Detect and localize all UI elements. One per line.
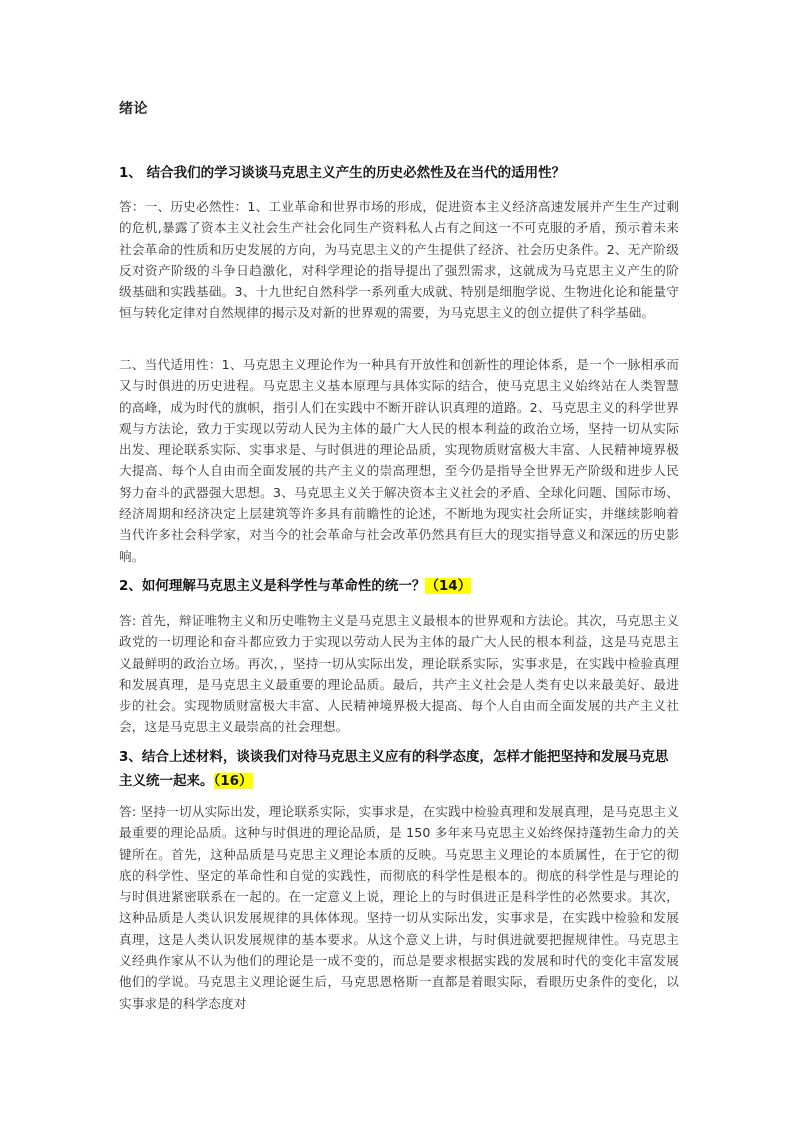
question-3-text: 3、结合上述材料，谈谈我们对待马克思主义应有的科学态度，怎样才能把坚持和发展马克思主义统一起来。 (119, 749, 669, 789)
question-3-score: （16） (213, 773, 253, 789)
question-2 (119, 574, 679, 598)
answer-2: 答: 首先，辩证唯物主义和历史唯物主义是马克思主义最根本的世界观和方法论。其次，马克思主义政党的一切理论和奋斗都应致力于实现以劳动人民为主体的最广大人民的根本利益，这是马克思主义最鲜明的政治立场。再次，，坚持一切从实际出发，理论联系实际，实事求是，在实践中检验真理和发展真理，是马克思主义最重要的理论品质。最后，共产主义社会是人类有史以来最美好、最进步的社会。实现物质财富极大丰富、人民精神境界极大提高、每个人自由而全面发展的共产主义社会，这是马克思主义最崇高的社会理想。 (119, 613, 679, 735)
question-2-score: （14） (425, 578, 472, 594)
question-2-text: 2、如何理解马克思主义是科学性与革命性的统一？ (119, 578, 426, 594)
answer-3: 答: 坚持一切从实际出发，理论联系实际，实事求是，在实践中检验真理和发展真理，是马克思主义最重要的理论品质。这种与时俱进的理论品质，是 150 多年来马克思主义始终保持蓬勃生命力的关键所在。首先，这种品质是马克思主义理论本质的反映。马克思主义理论的本质属性，在于它的彻底的科学性、坚定的革命性和自觉的实践性，而彻底的科学性是根本的。彻底的科学性是与理论的与时俱进紧密联系在一起的。在一定意义上说，理论上的与时俱进正是科学性的必然要求。其次，这种品质是人类认识发展规律的具体体现。坚持一切从实际出发，实事求是，在实践中检验和发展真理，这是人类认识发展规律的基本要求。从这个意义上讲，与时俱进就要把握规律性。马克思主义经典作家从不认为他们的理论是一成不变的，而总是要求根据实践的发展和时代的变化丰富发展他们的学说。马克思主义理论诞生后，马克思恩格斯一直都是着眼实际，看眼历史条件的变化，以实事求是的科学态度对 (119, 804, 679, 1011)
question-1: 1、 结合我们的学习谈谈马克思主义产生的历史必然性及在当代的适用性？ (119, 165, 566, 181)
answer-1-part-1: 答：一、历史必然性：1、工业革命和世界市场的形成，促进资本主义经济高速发展并产生生产过剩的危机,暴露了资本主义社会生产社会化同生产资料私人占有之间这一不可克服的矛盾，预示着未来社会革命的性质和历史发展的方向，为马克思主义的产生提供了经济、社会历史条件。2、无产阶级反对资产阶级的斗争日趋激化，对科学理论的指导提出了强烈需求，这就成为马克思主义产生的阶级基础和实践基础。3、十九世纪自然科学一系列重大成就、特别是细胞学说、生物进化论和能量守恒与转化定律对自然规律的揭示及对新的世界观的需要，为马克思主义的创立提供了科学基础。 (119, 199, 679, 321)
page-title: 绪论 (119, 101, 148, 117)
answer-1-part-2: 二、当代适用性：1、马克思主义理论作为一种具有开放性和创新性的理论体系，是一个一脉相承而又与时俱进的历史进程。马克思主义基本原理与具体实际的结合，使马克思主义始终站在人类智慧的高峰，成为时代的旗帜，指引人们在实践中不断开辟认识真理的道路。2、马克思主义的科学世界观与方法论，致力于实现以劳动人民为主体的最广大人民的根本利益的政治立场，坚持一切从实际出发、理论联系实际、实事求是、与时俱进的理论品质，实现物质财富极大丰富、人民精神境界极大提高、每个人自由而全面发展的共产主义的崇高理想，至今仍是指导全世界无产阶级和进步人民努力奋斗的武器强大思想。3、马克思主义关于解决资本主义社会的矛盾、全球化问题、国际市场、经济周期和经济决定上层建筑等许多具有前瞻性的论述，不断地为现实社会所证实，并继续影响着当代许多社会科学家，对当今的社会革命与社会改革仍然具有巨大的现实指导意义和深远的历史影响。 (119, 357, 679, 564)
question-3 (119, 745, 679, 793)
